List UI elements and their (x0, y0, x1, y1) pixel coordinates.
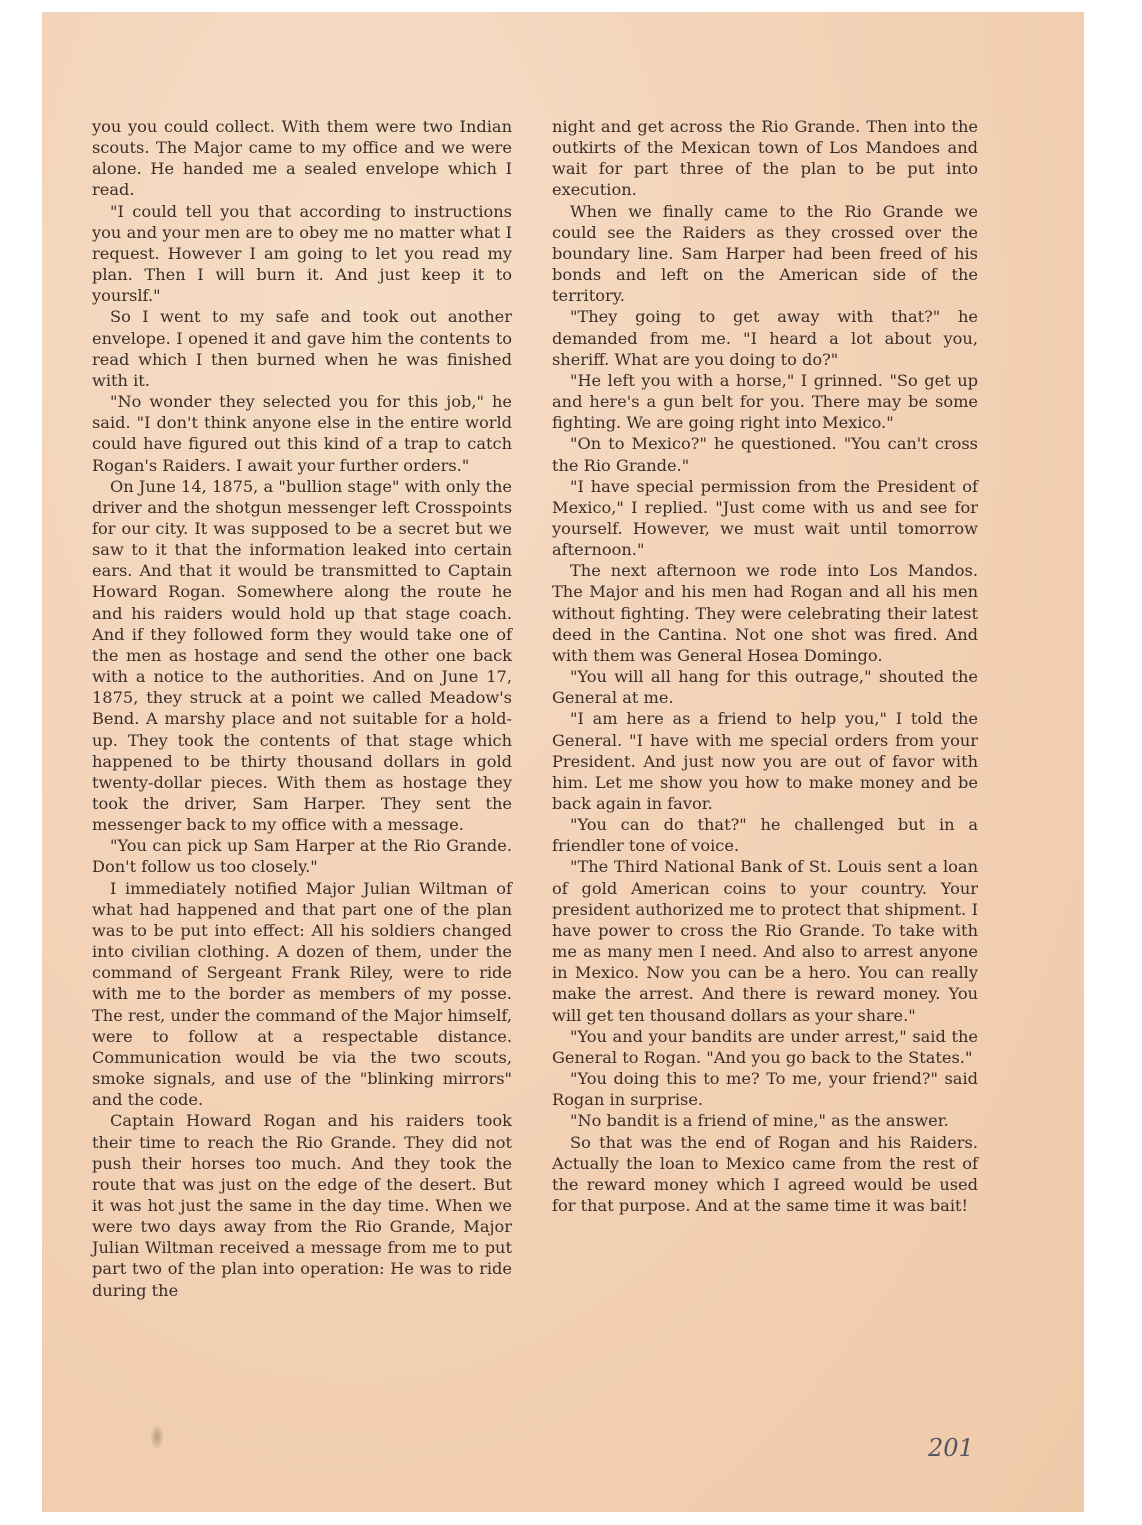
paragraph: "I could tell you that according to instructions you and your men are to obey me no matter what I request. However I am going to let you read my plan. Then I will burn it. And just keep it to yourslf." (92, 201, 512, 306)
paragraph: "No bandit is a friend of mine," as the answer. (570, 1111, 949, 1131)
paragraph: "The Third National Bank of St. Louis sent a loan of gold American coins to your country. Your president authorized me to protect that shipment. I have power to cross the Rio Grande. To take with me as many men I need. And also to arrest anyone in Mexico. Now you can be a hero. You can really make the arrest. And there is reward money. You will get ten thousand dollars as your share." (552, 857, 978, 1025)
paragraph: "I am here as a friend to help you," I told the General. "I have with me special orders from your President. And just now you are out of favor with him. Let me show you how to make money and be back again in favor. (552, 709, 978, 813)
paragraph: "On to Mexico?" he questioned. "You can't cross the Rio Grande." (552, 434, 978, 475)
paragraph: So that was the end of Rogan and his Raiders. Actually the loan to Mexico came from the rest of the reward money which I agreed would be used for that purpose. And at the same time it was bait! (552, 1132, 978, 1215)
paragraph: The next afternoon we rode into Los Mandos. The Major and his men had Rogan and all his men without fighting. They were celebrating their latest deed in the Cantina. Not one shot was fired. And with them was General Hosea Domingo. (552, 561, 978, 665)
text-column-left (92, 116, 512, 1301)
paragraph: "He left you with a horse," I grinned. "So get up and here's a gun belt for you. There may be some fighting. We are going right into Mexico." (552, 370, 978, 433)
paragraph: "You can pick up Sam Harper at the Rio Grande. Don't follow us too closely." (92, 836, 512, 877)
paragraph: "No wonder they selected you for this job," he said. "I don't think anyone else in the entire world could have figured out this kind of a trap to catch Rogan's Raiders. I await your further orders." (92, 392, 512, 475)
paragraph: Captain Howard Rogan and his raiders took their time to reach the Rio Grande. They did not push their horses too much. And they took the route that was just on the edge of the desert. But it was hot just the same in the day time. When we were two days away from the Rio Grande, Major Julian Wiltman received a message from me to put part two of the plan into operation: He was to ride during the (92, 1111, 512, 1300)
paragraph: "I have special permission from the President of Mexico," I replied. "Just come with us and see for yourself. However, we must wait until tomorrow afternoon." (552, 476, 978, 560)
paragraph: "You doing this to me? To me, your friend?" said Rogan in surprise. (552, 1069, 978, 1110)
paragraph: When we finally came to the Rio Grande we could see the Raiders as they crossed over the boundary line. Sam Harper had been freed of his bonds and left on the American side of the territory. (552, 201, 978, 306)
paragraph: "You and your bandits are under arrest," said the General to Rogan. "And you go back to the States." (552, 1026, 978, 1067)
paragraph: On June 14, 1875, a "bullion stage" with only the driver and the shotgun messenger left Crosspoints for our city. It was supposed to be a secret but we saw to it that the information leaked into certain ears. And that it would be transmitted to Captain Howard Rogan. Somewhere along the route he and his raiders would hold up that stage coach. And if they followed form they would take one of the men as hostage and send the other one back with a notice to the authorities. And on June 17, 1875, they struck at a point we called Meadow's Bend. A marshy place and not suitable for a hold-up. They took the contents of that stage which happened to be thirty thousand dollars in gold twenty-dollar pieces. With them as hostage they took the driver, Sam Harper. They sent the messenger back to my office with a message. (92, 476, 512, 835)
paragraph: "You will all hang for this outrage," shouted the General at me. (552, 667, 978, 708)
paragraph: I immediately notified Major Julian Wiltman of what had happened and that part one of the plan was to be put into effect: All his soldiers changed into civilian clothing. A dozen of them, under the command of Sergeant Frank Riley, were to ride with me to the border as members of my posse. The rest, under the command of the Major himself, were to follow at a respectable distance. Communication would be via the two scouts, smoke signals, and use of the "blinking mirrors" and the code. (92, 878, 512, 1110)
page (42, 12, 1084, 1512)
page-number: 201 (928, 1434, 974, 1462)
paragraph: night and get across the Rio Grande. Then into the outkirts of the Mexican town of Los Mandoes and wait for part three of the plan to be put into execution. (552, 117, 978, 200)
paragraph: So I went to my safe and took out another envelope. I opened it and gave him the contents to read which I then burned when he was finished with it. (92, 307, 512, 390)
ink-smudge (150, 1424, 164, 1450)
text-column-right (552, 116, 978, 1216)
paragraph: you you could collect. With them were two Indian scouts. The Major came to my office and we were alone. He handed me a sealed envelope which I read. (92, 117, 512, 200)
paragraph: "You can do that?" he challenged but in a friendler tone of voice. (552, 815, 978, 856)
paragraph: "They going to get away with that?" he demanded from me. "I heard a lot about you, sheriff. What are you doing to do?" (552, 307, 978, 369)
